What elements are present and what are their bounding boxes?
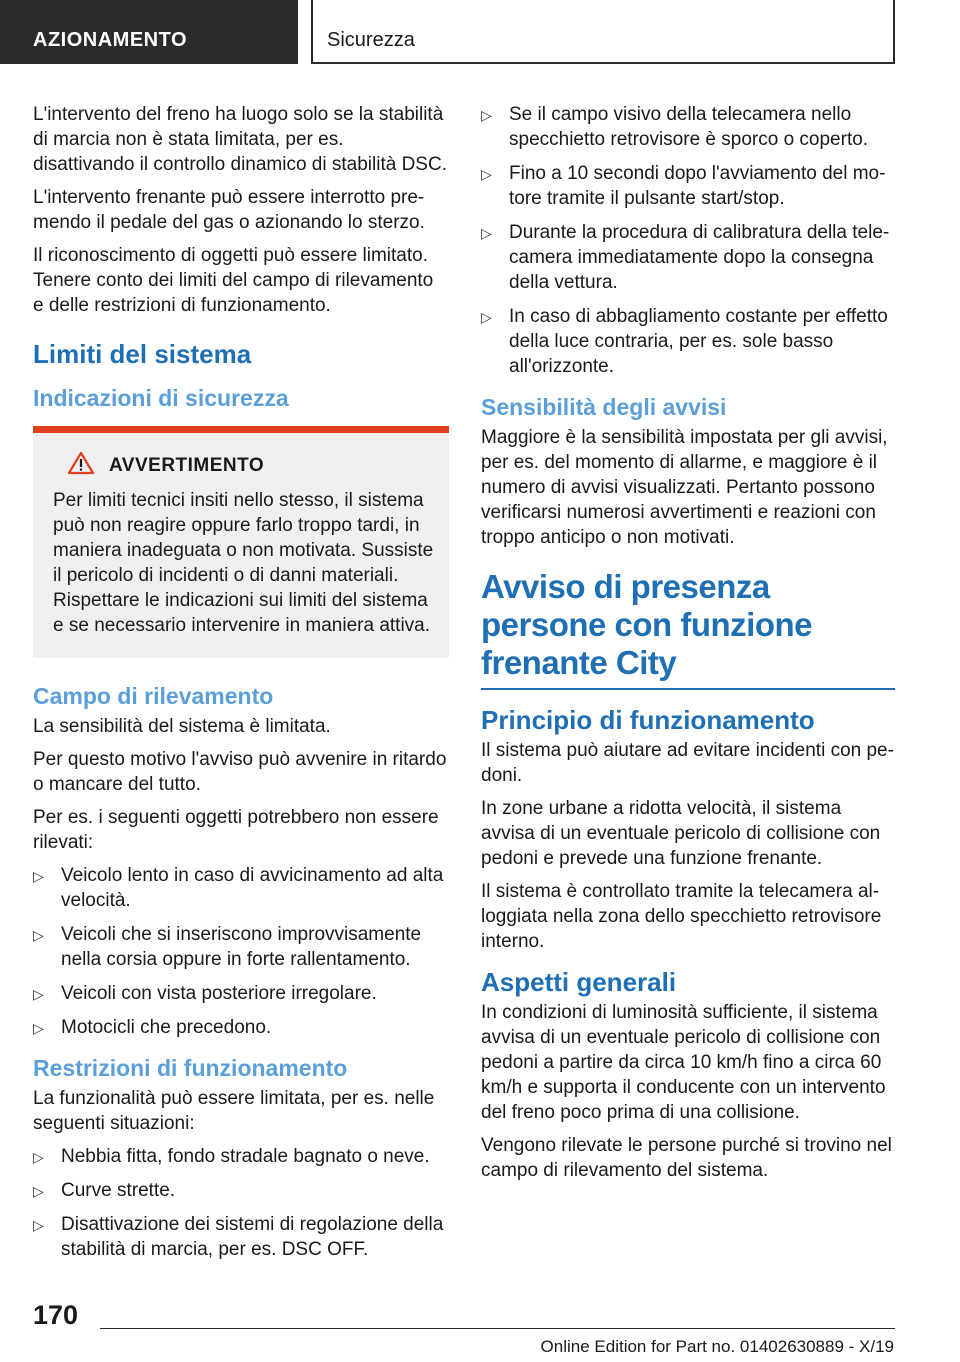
heading-functional-restrictions: Restrizioni di funzionamento <box>33 1055 348 1081</box>
paragraph: Per es. i seguenti oggetti potrebbero non essere rilevati: <box>33 807 439 853</box>
chapter-heading-pedestrian-warning: Avviso di presenza persone con funzione frenante City <box>481 568 813 681</box>
list-item: ▷ Veicolo lento in caso di avvicinamento ad alta velocità. <box>33 865 444 911</box>
list-item: ▷ Curve strette. <box>33 1178 449 1203</box>
bullet-arrow-icon: ▷ <box>481 225 492 241</box>
bullet-arrow-icon: ▷ <box>33 986 44 1002</box>
intro-paragraph: Il riconoscimento di oggetti può essere limitato. Tenere conto dei limiti del campo di rilevamento e delle restrizioni di funzionamento. <box>33 245 434 316</box>
right-column <box>481 102 895 1191</box>
restrictions-list-continued <box>481 102 895 379</box>
bullet-arrow-icon: ▷ <box>33 1149 44 1165</box>
list-item: ▷ Fino a 10 secondi dopo l'avviamento del motore tramite il pulsante start/stop. <box>481 163 886 209</box>
paragraph: La funzionalità può essere limitata, per es. nelle seguenti situazioni: <box>33 1088 435 1134</box>
warning-box <box>33 433 449 658</box>
paragraph: Per questo motivo l'avviso può avvenire in ritardo o mancare del tutto. <box>33 749 447 795</box>
paragraph: In condizioni di luminosità sufficiente, il sistema avvisa di un eventuale pericolo di collisione con pedoni a partire da circa 10 km/h fino a circa 60 km/h e supporta il conducente con un intervento del freno poco prima di una collisione. <box>481 1002 886 1123</box>
restrictions-list <box>33 1144 449 1262</box>
list-item: ▷ Disattivazione dei sistemi di regolazione della stabilità di marcia, per es. DSC OFF. <box>33 1214 444 1260</box>
paragraph: Vengono rilevate le persone purché si trovino nel campo di rilevamento del sistema. <box>481 1135 892 1181</box>
heading-warning-sensitivity: Sensibilità degli avvisi <box>481 394 727 420</box>
left-column <box>33 102 449 1271</box>
heading-system-limits: Limiti del sistema <box>33 339 252 369</box>
bullet-arrow-icon: ▷ <box>33 927 44 943</box>
bullet-arrow-icon: ▷ <box>33 1217 44 1233</box>
detection-limits-list <box>33 863 449 1040</box>
list-item: ▷ Nebbia fitta, fondo stradale bagnato o neve. <box>33 1144 449 1169</box>
list-item: ▷ Se il campo visivo della telecamera nello specchietto retrovisore è sporco o coperto. <box>481 104 869 150</box>
list-item: ▷ Veicoli che si inseriscono improvvisamente nella corsia oppure in forte rallentamento. <box>33 924 422 970</box>
bullet-arrow-icon: ▷ <box>33 868 44 884</box>
header-chapter-label: Sicurezza <box>327 29 415 51</box>
bullet-arrow-icon: ▷ <box>33 1183 44 1199</box>
warning-title: AVVERTIMENTO <box>109 454 265 476</box>
list-item: ▷ Motocicli che precedono. <box>33 1015 449 1040</box>
bullet-arrow-icon: ▷ <box>481 166 492 182</box>
paragraph: Il sistema è controllato tramite la telecamera alloggiata nella zona dello specchietto retrovisore interno. <box>481 881 882 952</box>
heading-operating-principle: Principio di funzionamento <box>481 705 815 735</box>
warning-triangle-icon <box>67 451 95 480</box>
heading-detection-range: Campo di rilevamento <box>33 683 274 709</box>
footer-edition-text: Online Edition for Part no. 01402630889 - X/19 <box>540 1337 894 1356</box>
header-section-tab <box>0 0 298 64</box>
page-number: 170 <box>33 1300 79 1330</box>
list-item: ▷ Durante la procedura di calibratura della telecamera immediatamente dopo la consegna della vettura. <box>481 222 890 293</box>
paragraph: Maggiore è la sensibilità impostata per gli avvisi, per es. del momento di allarme, e maggiore è il numero di avvisi visualizzati. Pertanto possono verificarsi numerosi avvertimenti e reazioni con troppo anticipo o non motivati. <box>481 427 888 548</box>
intro-paragraph: L'intervento del freno ha luogo solo se la stabilità di marcia non è stata limitata, per es. disattivando il controllo dinamico di stabilità DSC. <box>33 104 447 175</box>
heading-underline <box>481 688 895 690</box>
warning-bar <box>33 426 449 433</box>
heading-safety-notes: Indicazioni di sicurezza <box>33 385 289 411</box>
bullet-arrow-icon: ▷ <box>481 309 492 325</box>
bullet-arrow-icon: ▷ <box>33 1020 44 1036</box>
paragraph: Il sistema può aiutare ad evitare incidenti con pedoni. <box>481 740 894 786</box>
bullet-arrow-icon: ▷ <box>481 107 492 123</box>
paragraph: In zone urbane a ridotta velocità, il sistema avvisa di un eventuale pericolo di collisione con pedoni e prevede una funzione frenante. <box>481 798 881 869</box>
header-section-label: AZIONAMENTO <box>33 29 188 51</box>
intro-paragraph: L'intervento frenante può essere interrotto premendo il pedale del gas o azionando lo sterzo. <box>33 187 425 233</box>
paragraph: La sensibilità del sistema è limitata. <box>33 716 331 737</box>
heading-general-aspects: Aspetti generali <box>481 967 677 997</box>
list-item: ▷ Veicoli con vista posteriore irregolare. <box>33 981 449 1006</box>
list-item: ▷ In caso di abbagliamento costante per effetto della luce contraria, per es. sole basso all'orizzonte. <box>481 306 888 377</box>
warning-text: Per limiti tecnici insiti nello stesso, il sistema può non reagire oppure farlo troppo tardi, in maniera inadeguata o non motivata. Sussiste il pericolo di incidenti o di danni materiali. Rispettare le indicazioni sui limiti del sistema e se necessario intervenire in maniera attiva. <box>53 490 434 636</box>
header-chapter-tab <box>311 0 895 64</box>
footer-divider <box>100 1328 895 1329</box>
